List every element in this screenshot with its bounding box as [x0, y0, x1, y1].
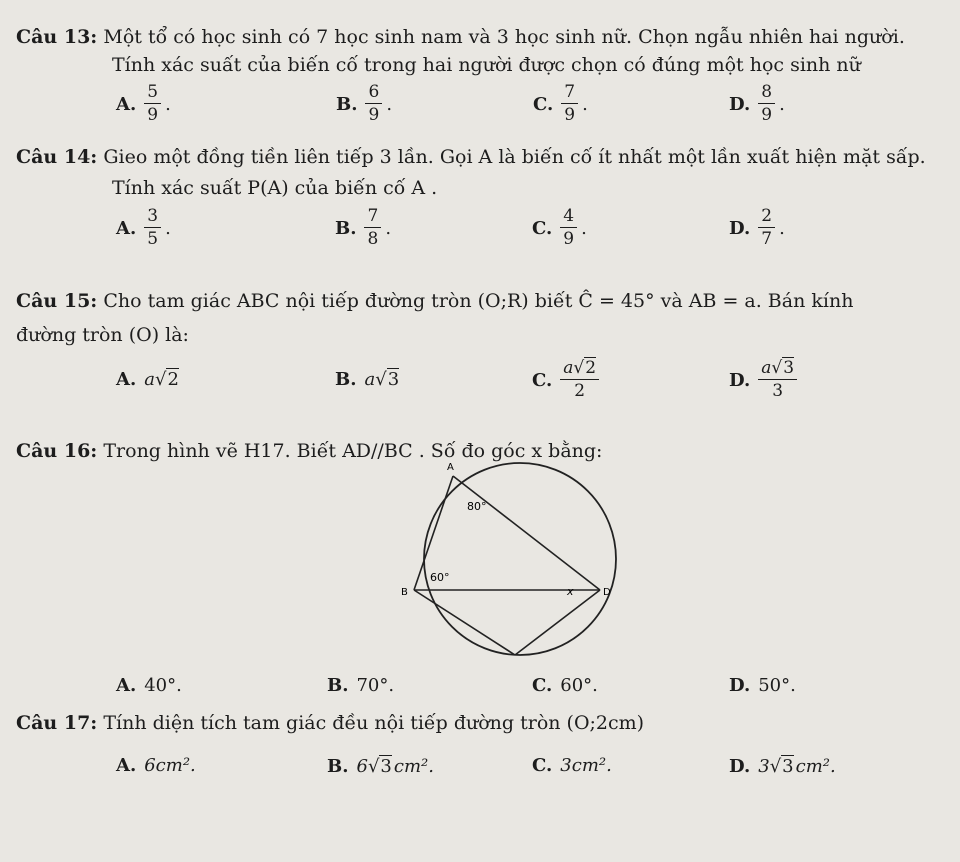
- q17-text-1: Tính diện tích tam giác đều nội tiếp đường tròn (O;2cm): [103, 712, 645, 734]
- q15-line2: đường tròn (O) là:: [16, 324, 189, 346]
- label-a: A: [447, 462, 454, 473]
- q17-option-a[interactable]: A. 6cm².: [116, 755, 196, 776]
- label-x: x: [567, 585, 574, 598]
- q16-option-b[interactable]: B. 70°.: [327, 675, 395, 696]
- q13-title: Câu 13:: [16, 26, 98, 48]
- q14-option-a[interactable]: A. $\frac{3}{5}$ .: [116, 206, 171, 249]
- q13-option-d[interactable]: D. $\frac{8}{9}$ .: [729, 82, 785, 125]
- q15-title: Câu 15:: [16, 290, 98, 312]
- q15-option-c[interactable]: C. $\frac{a√2}{2}$: [532, 360, 599, 400]
- q13-text-1: Một tổ có học sinh có 7 học sinh nam và 3 học sinh nữ. Chọn ngẫu nhiên hai người.: [103, 26, 905, 48]
- fraction: $\frac{a√2}{2}$: [560, 360, 599, 400]
- angle-80: 80°: [467, 500, 487, 513]
- q14-text-1: Gieo một đồng tiền liên tiếp 3 lần. Gọi A là biến cố ít nhất một lần xuất hiện mặt sấp.: [103, 146, 926, 168]
- q16-line1: [16, 440, 602, 462]
- q13-option-b[interactable]: B. $\frac{6}{9}$ .: [336, 82, 393, 125]
- q14-title: Câu 14:: [16, 146, 98, 168]
- segment-dc: [515, 590, 600, 655]
- q14-line1: [16, 146, 926, 168]
- q16-text-1: Trong hình vẽ H17. Biết AD//BC . Số đo góc x bằng:: [103, 440, 603, 462]
- q14-option-c[interactable]: C. $\frac{4}{9}$ .: [532, 206, 587, 249]
- fraction: $\frac{3}{5}$: [144, 208, 161, 248]
- fraction: $\frac{4}{9}$: [560, 208, 577, 248]
- q16-title: Câu 16:: [16, 440, 98, 462]
- figure-h17: [395, 462, 635, 667]
- fraction: $\frac{5}{9}$: [144, 84, 161, 124]
- fraction: $\frac{7}{9}$: [561, 84, 578, 124]
- q15-option-d[interactable]: D. $\frac{a√3}{3}$: [729, 360, 797, 400]
- segment-bc: [414, 590, 515, 655]
- q17-option-b[interactable]: B. 6 √ 3 cm².: [327, 755, 434, 777]
- fraction: $\frac{2}{7}$: [758, 208, 775, 248]
- angle-60: 60°: [430, 571, 450, 584]
- q13-option-a[interactable]: A. $\frac{5}{9}$ .: [116, 82, 171, 125]
- q15-option-a[interactable]: A. a √ 2: [116, 368, 179, 390]
- q16-option-c[interactable]: C. 60°.: [532, 675, 598, 696]
- q13-line2: Tính xác suất của biến cố trong hai người được chọn có đúng một học sinh nữ: [112, 54, 861, 76]
- fraction: $\frac{8}{9}$: [758, 84, 775, 124]
- q17-option-c[interactable]: C. 3cm².: [532, 755, 612, 776]
- q15-option-b[interactable]: B. a √ 3: [335, 368, 400, 390]
- q14-option-b[interactable]: B. $\frac{7}{8}$ .: [335, 206, 392, 249]
- q17-title: Câu 17:: [16, 712, 98, 734]
- q14-option-d[interactable]: D. $\frac{2}{7}$ .: [729, 206, 785, 249]
- label-b: B: [401, 587, 408, 598]
- label-d: D: [603, 587, 611, 598]
- q13-line1: [16, 26, 905, 48]
- q16-option-a[interactable]: A. 40°.: [116, 675, 182, 696]
- fraction: $\frac{a√3}{3}$: [758, 360, 797, 400]
- circle-o: [424, 463, 616, 655]
- q16-option-d[interactable]: D. 50°.: [729, 675, 796, 696]
- segment-ad: [453, 476, 600, 590]
- q14-line2: Tính xác suất P(A) của biến cố A .: [112, 177, 438, 199]
- q15-text-1: Cho tam giác ABC nội tiếp đường tròn (O;R) biết Ĉ = 45° và AB = a. Bán kính: [103, 290, 854, 312]
- fraction: $\frac{6}{9}$: [365, 84, 382, 124]
- q17-option-d[interactable]: D. 3 √ 3 cm².: [729, 755, 836, 777]
- fraction: $\frac{7}{8}$: [364, 208, 381, 248]
- q13-option-c[interactable]: C. $\frac{7}{9}$ .: [533, 82, 588, 125]
- q15-line1: [16, 290, 853, 312]
- q17-line1: [16, 712, 644, 734]
